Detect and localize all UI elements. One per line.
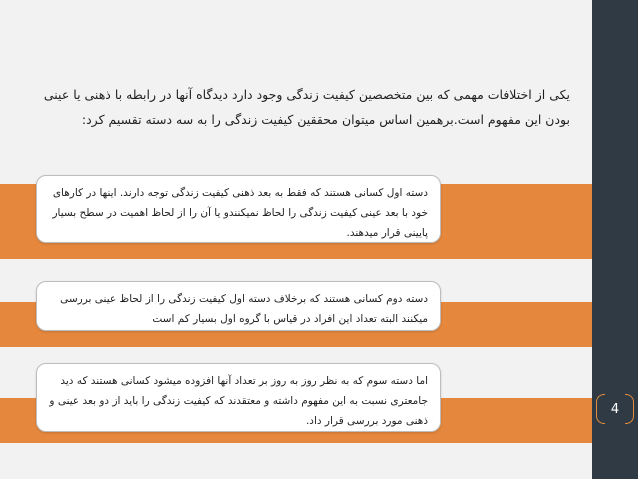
group-3-text: اما دسته سوم که به نظر روز به روز بر تعداد آنها افزوده میشود کسانی هستند که دید جامعتری نسبت به این مفهوم داشته و معتقدند که کیفیت زندگی را باید از دو بعد عینی و ذهنی مورد بررسی قرار داد. [49, 375, 428, 427]
intro-paragraph: یکی از اختلافات مهمی که بین متخصصین کیفیت زندگی وجود دارد دیدگاه آنها در رابطه با ذهنی یا عینی بودن این مفهوم است.برهمین اساس میتوان محققین کیفیت زندگی را به سه دسته تقسیم کرد: [43, 87, 570, 127]
page-number: 4 [610, 401, 620, 417]
right-bracket-icon [625, 394, 634, 424]
group-box-2 [36, 281, 441, 331]
group-2-text: دسته دوم کسانی هستند که برخلاف دسته اول کیفیت زندگی را از لحاظ عینی بررسی میکنند البته تعداد این افراد در قیاس با گروه اول بسیار کم است [60, 293, 428, 325]
page-number-indicator [596, 394, 634, 424]
group-box-1 [36, 175, 441, 243]
group-box-3 [36, 363, 441, 432]
left-bracket-icon [596, 394, 605, 424]
group-1-text: دسته اول کسانی هستند که فقط به بعد ذهنی کیفیت زندگی توجه دارند. اینها در کارهای خود با بعد عینی کیفیت زندگی را لحاظ نمیکنندو یا آن را از لحاظ اهمیت در سطح بسیار پایینی قرار میدهند. [52, 187, 428, 239]
